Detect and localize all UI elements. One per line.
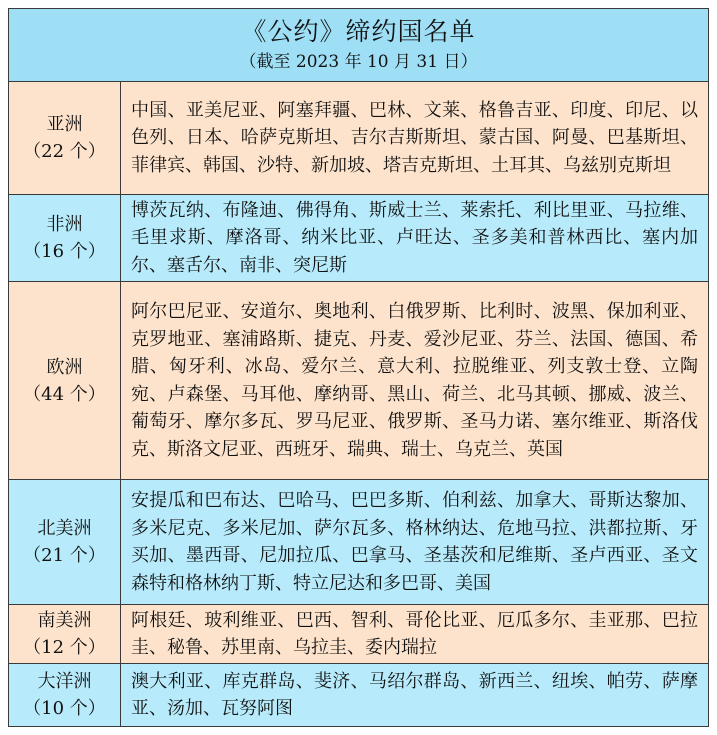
region-name: 南美洲 [37, 610, 92, 631]
region-count: （44 个） [23, 383, 106, 405]
region-cell [9, 605, 121, 663]
country-list-text: 安提瓜和巴布达、巴哈马、巴巴多斯、伯利兹、加拿大、哥斯达黎加、多米尼克、多米尼加、萨尔瓦多、格林纳达、危地马拉、洪都拉斯、牙买加、墨西哥、尼加拉瓜、巴拿马、圣基茨和尼维斯、圣卢西亚、圣文森特和格林纳丁斯、特立尼达和多巴哥、美国 [131, 490, 698, 594]
parties-table [8, 8, 709, 727]
table-header [9, 9, 708, 82]
country-list [121, 195, 708, 281]
region-cell [9, 480, 121, 604]
country-list [121, 480, 708, 604]
country-list [121, 605, 708, 663]
region-row-south-america [9, 605, 708, 664]
country-list-text: 阿尔巴尼亚、安道尔、奥地利、白俄罗斯、比利时、波黑、保加利亚、克罗地亚、塞浦路斯、捷克、丹麦、爱沙尼亚、芬兰、法国、德国、希腊、匈牙利、冰岛、爱尔兰、意大利、拉脱维亚、列支敦士登、立陶宛、卢森堡、马耳他、摩纳哥、黑山、荷兰、北马其顿、挪威、波兰、葡萄牙、摩尔多瓦、罗马尼亚、俄罗斯、圣马力诺、塞尔维亚、斯洛伐克、斯洛文尼亚、西班牙、瑞典、瑞士、乌克兰、英国 [131, 301, 698, 460]
country-list-text: 阿根廷、玻利维亚、巴西、智利、哥伦比亚、厄瓜多尔、圭亚那、巴拉圭、秘鲁、苏里南、乌拉圭、委内瑞拉 [131, 609, 698, 658]
region-cell [9, 282, 121, 479]
region-cell [9, 664, 121, 726]
region-name: 欧洲 [46, 356, 83, 378]
country-list [121, 82, 708, 194]
region-row-north-america [9, 480, 708, 605]
region-name: 亚洲 [46, 114, 83, 135]
region-count: （16 个） [23, 241, 106, 262]
region-count: （10 个） [23, 698, 106, 719]
region-cell [9, 82, 121, 194]
page-title: 《公约》缔约国名单 [241, 17, 476, 46]
region-name: 非洲 [46, 214, 83, 235]
region-row-asia [9, 82, 708, 195]
country-list-text: 澳大利亚、库克群岛、斐济、马绍尔群岛、新西兰、纽埃、帕劳、萨摩亚、汤加、瓦努阿图 [131, 670, 698, 719]
region-name: 大洋洲 [37, 671, 92, 692]
region-row-europe [9, 282, 708, 480]
page-subtitle: （截至 2023 年 10 月 31 日） [239, 52, 478, 72]
region-count: （22 个） [23, 141, 106, 162]
region-name: 北美洲 [37, 518, 92, 539]
region-count: （12 个） [23, 637, 106, 658]
region-count: （21 个） [23, 545, 106, 566]
country-list [121, 664, 708, 726]
region-cell [9, 195, 121, 281]
country-list-text: 中国、亚美尼亚、阿塞拜疆、巴林、文莱、格鲁吉亚、印度、印尼、以色列、日本、哈萨克斯坦、吉尔吉斯斯坦、蒙古国、阿曼、巴基斯坦、菲律宾、韩国、沙特、新加坡、塔吉克斯坦、土耳其、乌兹别克斯坦 [131, 99, 698, 176]
region-row-oceania [9, 664, 708, 726]
country-list-text: 博茨瓦纳、布隆迪、佛得角、斯威士兰、莱索托、利比里亚、马拉维、毛里求斯、摩洛哥、纳米比亚、卢旺达、圣多美和普林西比、塞内加尔、塞舌尔、南非、突尼斯 [131, 199, 698, 276]
country-list [121, 282, 708, 479]
region-row-africa [9, 195, 708, 282]
